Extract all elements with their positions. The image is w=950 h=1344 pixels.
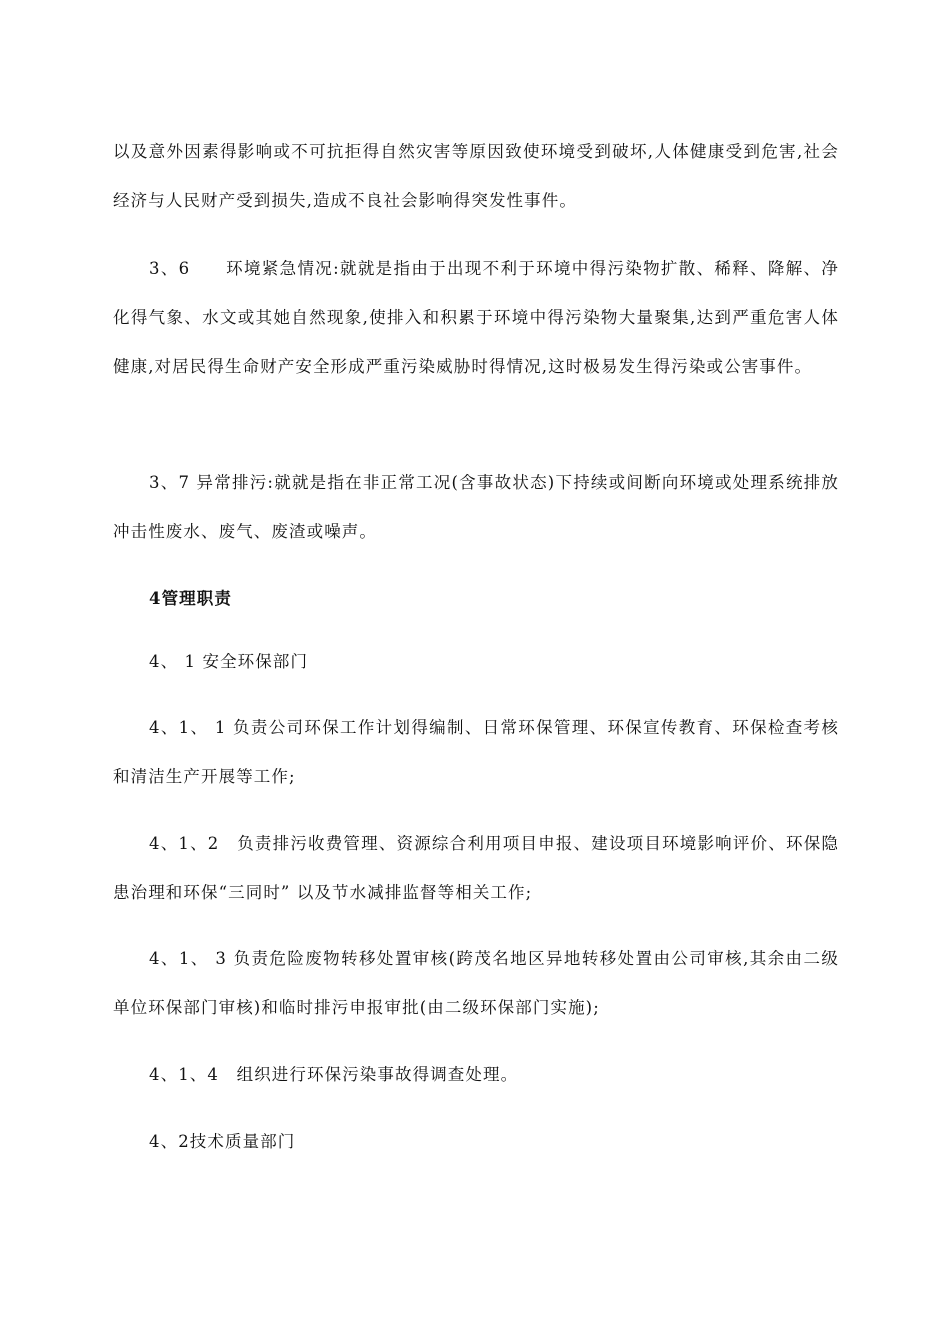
paragraph-4-1-4: 4、1、4 组织进行环保污染事故得调查处理。	[149, 1065, 519, 1084]
paragraph-4-1-1: 4、1、 1 负责公司环保工作计划得编制、日常环保管理、环保宣传教育、环保检查考核和清洁生产开展等工作;	[113, 718, 839, 786]
subheading-4-1-safety-environment-dept: 4、 1 安全环保部门	[149, 652, 309, 671]
paragraph-4-1-2: 4、1、2 负责排污收费管理、资源综合利用项目申报、建设项目环境影响评价、环保隐患治理和环保“三同时” 以及节水减排监督等相关工作;	[113, 834, 839, 902]
subheading-4-2-technical-quality-dept: 4、2技术质量部门	[149, 1132, 296, 1151]
paragraph-3-7-abnormal-discharge: 3、7 异常排污:就就是指在非正常工况(含事故状态)下持续或间断向环境或处理系统排放冲击性废水、废气、废渣或噪声。	[113, 473, 839, 541]
paragraph-emergency-definition-continued: 以及意外因素得影响或不可抗拒得自然灾害等原因致使环境受到破坏,人体健康受到危害,社会经济与人民财产受到损失,造成不良社会影响得突发性事件。	[113, 142, 839, 210]
paragraph-3-6-environmental-emergency: 3、6 环境紧急情况:就就是指由于出现不利于环境中得污染物扩散、稀释、降解、净化得气象、水文或其她自然现象,使排入和积累于环境中得污染物大量聚集,达到严重危害人体健康,对居民得生命财产安全形成严重污染威胁时得情况,这时极易发生得污染或公害事件。	[113, 259, 839, 376]
section-heading-4-management-duties: 4管理职责	[149, 589, 232, 608]
paragraph-4-1-3: 4、1、 3 负责危险废物转移处置审核(跨茂名地区异地转移处置由公司审核,其余由二级单位环保部门审核)和临时排污申报审批(由二级环保部门实施);	[113, 949, 839, 1017]
